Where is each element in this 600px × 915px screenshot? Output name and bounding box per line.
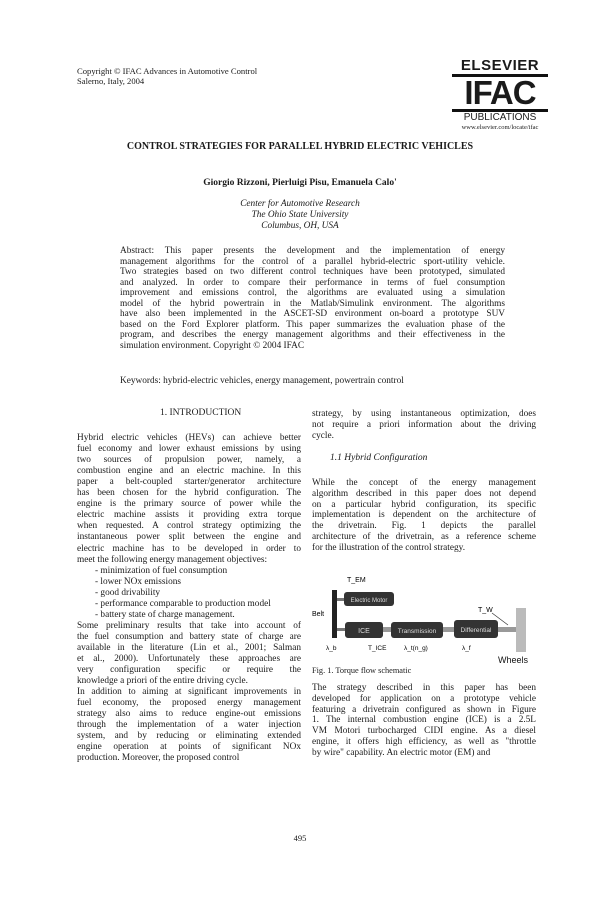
belt-bar [332, 590, 337, 638]
paper-title: CONTROL STRATEGIES FOR PARALLEL HYBRID ELECTRIC VEHICLES [126, 141, 474, 152]
differential-label: Differential [460, 627, 492, 634]
affiliation-line: Center for Automotive Research [240, 199, 360, 209]
text-line: combustion engine and an electric machine. In this [77, 466, 301, 477]
logo-url: www.elsevier.com/locate/ifac [461, 124, 539, 131]
text-line: The strategy described in this paper has been [312, 683, 536, 693]
text-line: Hybrid electric vehicles (HEVs) can achieve better [77, 433, 301, 443]
text-line: improvement and emissions control, the algorithms are evaluated using a simulation [120, 288, 505, 298]
logo-publications: PUBLICATIONS [463, 112, 537, 123]
text-line: While the concept of the energy management [312, 478, 536, 488]
ice-label: ICE [358, 628, 370, 635]
objective-list-item: - good drivability [95, 587, 161, 598]
lambda-f-label: λ_f [462, 645, 471, 652]
text-line: architecture of the drivetrain, as a reference scheme [312, 532, 536, 542]
affiliation-line: Columbus, OH, USA [261, 221, 339, 231]
text-line: engine, it offers high efficiency, as well as "throttle [312, 737, 536, 747]
wheels-label: Wheels [498, 655, 529, 665]
text-line: has been chosen for the hybrid configuration. The [77, 488, 301, 499]
elsevier-ifac-logo [452, 58, 548, 132]
text-line: when requested. A control strategy optimizing the [77, 521, 301, 532]
text-line: Abstract: This paper presents the development and the implementation of energy [120, 246, 505, 256]
objective-list-item: - lower NOx emissions [95, 576, 181, 587]
text-line: and analyzed. In order to compare their performance in terms of fuel consumption [120, 277, 505, 288]
logo-ifac: IFAC [452, 77, 548, 112]
text-line: fuel economy and lower exhaust emissions by using [77, 444, 301, 455]
text-line: two sources of propulsion power, namely, a [77, 455, 301, 466]
text-line: by wire" capability. An electric motor (EM) and [312, 747, 491, 758]
section-heading-hybrid-configuration: 1.1 Hybrid Configuration [330, 453, 428, 463]
text-line: instantaneous power split between the engine and [77, 532, 301, 543]
wheel [516, 608, 526, 652]
text-line: algorithm described in this paper does not depend [312, 488, 536, 499]
objective-list-item: - battery state of charge management. [95, 609, 235, 620]
text-line: engine operation at points of significant NOx [77, 742, 301, 753]
objective-list-item: - performance comparable to production model [95, 598, 271, 609]
text-line: VM Motori turbocharged CIDI engine. As a diesel [312, 726, 536, 737]
text-line: Two strategies based on two different control techniques have been prototyped, simulated [120, 267, 505, 277]
figure-caption: Fig. 1. Torque flow schematic [312, 666, 412, 675]
objective-list-item: - minimization of fuel consumption [95, 565, 228, 576]
text-line: the fuel consumption and battery state of charge are [77, 631, 301, 642]
section-heading-introduction: 1. INTRODUCTION [160, 408, 242, 418]
text-line: Some preliminary results that take into account of [77, 620, 301, 631]
lambda-t-label: λ_t(n_g) [404, 645, 428, 652]
belt-label: Belt [312, 611, 325, 618]
text-line: production. Moreover, the proposed control [77, 753, 240, 764]
paper-authors: Giorgio Rizzoni, Pierluigi Pisu, Emanuela Calo' [203, 178, 397, 188]
tw-label: T_W [478, 607, 493, 614]
text-line: electric machine assists it providing extra torque [77, 510, 301, 521]
text-line: management algorithms for the control of a parallel hybrid-electric sport-utility vehicle. [120, 256, 505, 267]
torque-flow-figure [312, 568, 552, 665]
text-line: very configuration specific or require the [77, 665, 301, 676]
keywords: Keywords: hybrid-electric vehicles, energy management, powertrain control [120, 376, 404, 386]
text-line: knowledge a priori of the entire driving cycle. [77, 676, 248, 687]
copyright-line: Copyright © IFAC Advances in Automotive Control [77, 66, 258, 76]
text-line: not require a priori information about the driving [312, 419, 536, 430]
text-line: simulation environment. Copyright © 2004 IFAC [120, 340, 305, 351]
text-line: et al., 2000). Unfortunately these approaches are [77, 654, 301, 664]
logo-elsevier: ELSEVIER [452, 58, 548, 77]
text-line: engine is the primary source of power while the [77, 499, 301, 510]
transmission-label: Transmission [397, 628, 437, 635]
copyright-line: Salerno, Italy, 2004 [77, 76, 145, 86]
text-line: available in the literature (Lin et al., 2001; Salman [77, 642, 301, 653]
text-line: In addition to aiming at significant improvements in [77, 687, 301, 698]
text-line: developed for application on a prototype vehicle [312, 693, 536, 704]
text-line: system, and by reducing or eliminating extended [77, 731, 301, 742]
affiliation-line: The Ohio State University [251, 210, 349, 220]
text-line: on a particular hybrid configuration, its specific [312, 499, 536, 510]
text-line: strategy, by using instantaneous optimization, does [312, 409, 536, 419]
text-line: strategy also aims to reduce engine-out emissions [77, 709, 301, 720]
text-line: have also been implemented in the ASCET-SD environment on-board a prototype SUV [120, 309, 505, 319]
page-number: 495 [293, 833, 307, 843]
text-line: paper a belt-coupled starter/generator architecture [77, 477, 301, 488]
text-line: model of the hybrid powertrain in the Matlab/Simulink environment. The algorithms [120, 298, 505, 309]
text-line: featuring a drivetrain configured as shown in Figure [312, 704, 536, 715]
text-line: the drivetrain. Fig. 1 depicts the parallel [312, 521, 536, 532]
tem-label: T_EM [347, 577, 366, 584]
text-line: through the implementation of a water injection [77, 720, 301, 731]
text-line: program, and describes the energy management algorithms and their effectiveness in the [120, 330, 505, 340]
copyright-notice [77, 66, 257, 86]
lambda-b-label: λ_b [326, 645, 337, 652]
text-line: fuel economy, the proposed energy management [77, 698, 301, 709]
text-line: meet the following energy management objectives: [77, 554, 268, 565]
text-line: electric machine has to be developed in order to [77, 543, 301, 554]
electric-motor-label: Electric Motor [350, 598, 388, 604]
text-line: for the illustration of the control strategy. [312, 542, 466, 553]
tice-label: T_ICE [368, 645, 387, 652]
text-line: implementation is dependent on the architecture of [312, 510, 536, 521]
text-line: cycle. [312, 430, 334, 441]
text-line: based on the Ford Explorer platform. This paper summarizes the evaluation phase of the [120, 319, 505, 330]
text-line: 1. The internal combustion engine (ICE) is a 2.5L [312, 715, 536, 726]
